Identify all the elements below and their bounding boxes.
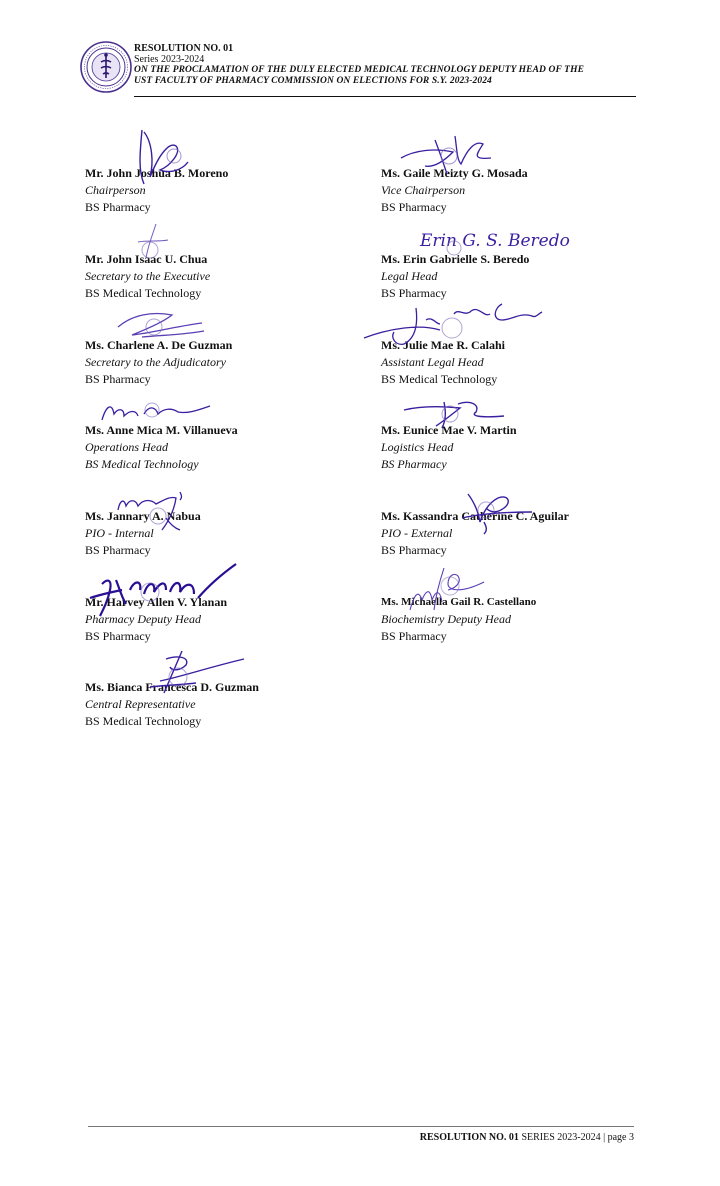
signatory-name: Mr. Harvey Allen V. Ylanan — [85, 595, 228, 609]
signature-guzman — [120, 645, 250, 705]
resolution-series: Series 2023-2024 — [134, 54, 205, 65]
signatory-program: BS Pharmacy — [85, 629, 151, 643]
footer-resolution: RESOLUTION NO. 01 — [419, 1132, 519, 1143]
signatory-position: Secretary to the Adjudicatory — [85, 355, 226, 369]
signature-moreno — [130, 122, 200, 197]
signatory-block — [85, 422, 385, 473]
signatory-position: Biochemistry Deputy Head — [381, 612, 511, 626]
resolution-title-line-2: UST FACULTY OF PHARMACY COMMISSION ON ELECTIONS FOR S.Y. 2023-2024 — [134, 76, 492, 86]
signatory-name: Ms. Erin Gabrielle S. Beredo — [381, 252, 530, 266]
signatory-program: BS Pharmacy — [85, 543, 151, 557]
signatory-name: Ms. Anne Mica M. Villanueva — [85, 423, 238, 437]
signatory-name: Ms. Gaile Meizty G. Mosada — [381, 166, 528, 180]
signatory-program: BS Medical Technology — [85, 714, 202, 728]
signature-calahi — [360, 294, 545, 354]
signature-martin — [400, 396, 510, 432]
signatory-program: BS Pharmacy — [381, 629, 447, 643]
header-divider — [134, 96, 636, 97]
resolution-title-line-1: ON THE PROCLAMATION OF THE DULY ELECTED MEDICAL TECHNOLOGY DEPUTY HEAD OF THE — [134, 65, 585, 75]
signatory-position: PIO - External — [381, 526, 453, 540]
resolution-number: RESOLUTION NO. 01 — [134, 43, 234, 54]
signatory-program: BS Pharmacy — [85, 200, 151, 214]
signatory-name: Ms. Kassandra Catherine C. Aguilar — [381, 509, 570, 523]
ust-pharmacy-seal-icon — [80, 41, 132, 93]
signatory-program: BS Medical Technology — [85, 286, 202, 300]
signatory-position: Chairperson — [85, 183, 146, 197]
signatory-position: Logistics Head — [381, 440, 454, 454]
signature-text: Erin G. S. Beredo — [420, 231, 570, 251]
footer-series-page: SERIES 2023-2024 | page 3 — [518, 1132, 634, 1143]
signature-ylanan — [82, 560, 242, 622]
signatory-name: Mr. John Joshua B. Moreno — [85, 166, 229, 180]
signatory-position: Assistant Legal Head — [381, 355, 484, 369]
signatory-position: PIO - Internal — [85, 526, 154, 540]
signatory-name: Ms. Charlene A. De Guzman — [85, 338, 233, 352]
signatory-program: BS Medical Technology — [85, 457, 199, 471]
signatory-position: Secretary to the Executive — [85, 269, 211, 283]
signature-aguilar — [450, 488, 540, 538]
signatory-name: Ms. Bianca Francesca D. Guzman — [85, 680, 259, 694]
signatory-position: Operations Head — [85, 440, 168, 454]
signature-chua — [128, 220, 178, 265]
signatory-name: Ms. Julie Mae R. Calahi — [381, 338, 505, 352]
signatory-name: Ms. Michaella Gail R. Castellano — [381, 596, 537, 608]
signature-mosada — [395, 130, 495, 190]
signatory-program: BS Pharmacy — [85, 372, 151, 386]
signatory-position: Legal Head — [381, 269, 438, 283]
page-footer — [420, 1132, 634, 1143]
signatory-program: BS Pharmacy — [381, 286, 447, 300]
resolution-header — [134, 43, 634, 87]
signature-castellano — [400, 560, 490, 618]
signature-nabua — [110, 488, 190, 538]
signatory-program: BS Medical Technology — [381, 372, 498, 386]
footer-divider — [88, 1126, 634, 1127]
signatory-position: Central Representative — [85, 697, 196, 711]
signature-villanueva — [98, 396, 218, 428]
signatory-position: Pharmacy Deputy Head — [85, 612, 201, 626]
signatory-program: BS Pharmacy — [381, 457, 447, 471]
signatory-name: Ms. Eunice Mae V. Martin — [381, 423, 517, 437]
signature-beredo — [418, 222, 570, 262]
signatory-name: Mr. John Isaac U. Chua — [85, 252, 208, 266]
signatory-position: Vice Chairperson — [381, 183, 466, 197]
signatory-name: Ms. Jannary A. Nabua — [85, 509, 201, 523]
signatory-program: BS Pharmacy — [381, 200, 447, 214]
signatory-program: BS Pharmacy — [381, 543, 447, 557]
signature-de-guzman — [112, 305, 212, 350]
